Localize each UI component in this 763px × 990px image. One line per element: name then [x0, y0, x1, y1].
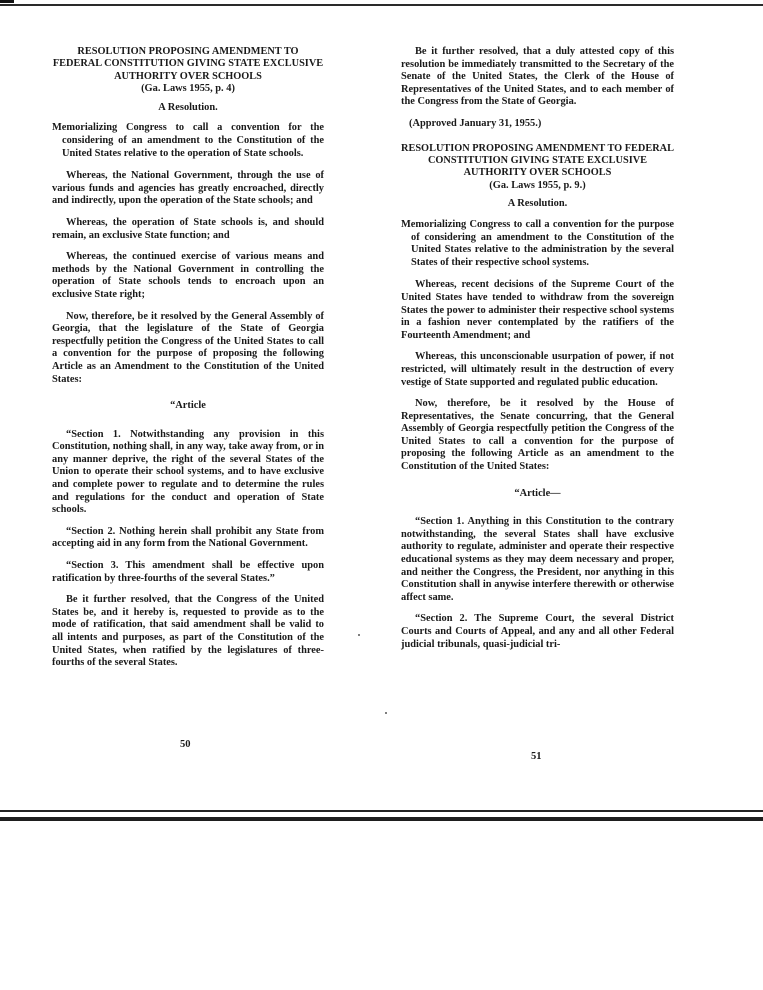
left-column	[52, 46, 324, 679]
left-paragraph: Now, therefore, be it resolved by the General Assembly of Georgia, that the legislature of the State of Georgia respectfully petition the Congress of the United States to call a convention for the purpose of proposing the following Article as an Amendment to the Constitution of the United States:	[52, 310, 324, 385]
right-paragraph: Whereas, recent decisions of the Supreme Court of the United States have tended to withdraw from the sovereign States the power to administer their respective school systems in a fashion never contemplated by the ratifiers of the Fourteenth Amendment; and	[401, 279, 674, 341]
left-heading: RESOLUTION PROPOSING AMENDMENT TO FEDERAL CONSTITUTION GIVING STATE EXCLUSIVE AUTHORITY OVER SCHOOLS	[52, 46, 324, 82]
right-subheading: A Resolution.	[507, 198, 568, 210]
left-page-number: 50	[180, 739, 191, 750]
left-paragraph: Whereas, the continued exercise of various means and methods by the National Government in controlling the operation of State schools tends to encroach upon an exclusive State right;	[52, 251, 324, 300]
right-column	[401, 46, 674, 660]
left-article-heading: “Article	[170, 400, 206, 412]
right-paragraph: Whereas, this unconscionable usurpation of power, if not restricted, will ultimately result in the destruction of every vestige of State supported and regulated public education.	[401, 351, 674, 388]
left-section-paragraph: “Section 2. Nothing herein shall prohibit any State from accepting aid in any form from the National Government.	[52, 525, 324, 550]
right-citation: (Ga. Laws 1955, p. 9.)	[489, 179, 586, 191]
right-section-paragraph: “Section 1. Anything in this Constitution to the contrary notwithstanding, the several States shall have exclusive authority to regulate, administer and operate their respective educational systems as they may deem necessary and proper, and neither the Congress, the President, nor anything in this Constitution shall in anywise interfere therewith or otherwise affect same.	[401, 516, 674, 603]
right-heading: RESOLUTION PROPOSING AMENDMENT TO FEDERAL CONSTITUTION GIVING STATE EXCLUSIVE AUTHORITY OVER SCHOOLS	[401, 142, 674, 179]
top-edge-mark	[0, 0, 14, 3]
right-paragraph: Now, therefore, be it resolved by the House of Representatives, the Senate concurring, that the General Assembly of Georgia respectfully petition the Congress of the United States to call a convention for the purpose of proposing the following Article as an amendment to the Constitution of the United States:	[401, 398, 674, 473]
top-rule	[0, 4, 763, 6]
left-memorial: Memorializing Congress to call a convention for the considering of an amendment to the Constitution of the United States relative to the operation of State schools.	[52, 122, 324, 159]
left-section-paragraph: Be it further resolved, that the Congress of the United States be, and it hereby is, requested to provide as to the mode of ratification, that said amendment shall be valid to all intents and purposes, as part of the Constitution of the United States, when ratified by the legislatures of three-fourths of the several States.	[52, 594, 324, 669]
scan-speck	[385, 712, 387, 714]
scan-speck	[358, 634, 360, 636]
left-paragraph: Whereas, the National Government, through the use of various funds and agencies has greatly encroached, directly and indirectly, upon the operation of the State schools; and	[52, 170, 324, 207]
right-approved-date: (Approved January 31, 1955.)	[409, 117, 542, 129]
right-section-paragraph: “Section 2. The Supreme Court, the several District Courts and Courts of Appeal, and any and all other Federal judicial tribunals, quasi-judicial tri-	[401, 613, 674, 650]
left-subheading: A Resolution.	[158, 101, 218, 113]
right-article-heading: “Article—	[514, 487, 561, 499]
left-citation: (Ga. Laws 1955, p. 4)	[141, 83, 235, 95]
left-section-paragraph: “Section 3. This amendment shall be effective upon ratification by three-fourths of the several States.”	[52, 560, 324, 584]
bottom-rule-thin	[0, 810, 763, 812]
right-page-number: 51	[531, 751, 542, 762]
left-paragraph: Whereas, the operation of State schools is, and should remain, an exclusive State function; and	[52, 216, 324, 241]
left-section-paragraph: “Section 1. Notwithstanding any provision in this Constitution, nothing shall, in any way, take away from, or in any manner deprive, the right of the several States of the Union to operate their school systems, and to have exclusive and complete power to regulate and to determine the rules and regulations for the conduct and operation of State schools.	[52, 428, 324, 516]
right-memorial: Memorializing Congress to call a convention for the purpose of considering an amendment to the Constitution of the United States relative to the administration by the several States of their respective school systems.	[401, 218, 674, 268]
bottom-rule-thick	[0, 817, 763, 821]
right-paragraph: Be it further resolved, that a duly attested copy of this resolution be immediately transmitted to the Secretary of the Senate of the United States, the Clerk of the House of Representatives of the United States, and to each member of the Congress from the State of Georgia.	[401, 46, 674, 108]
